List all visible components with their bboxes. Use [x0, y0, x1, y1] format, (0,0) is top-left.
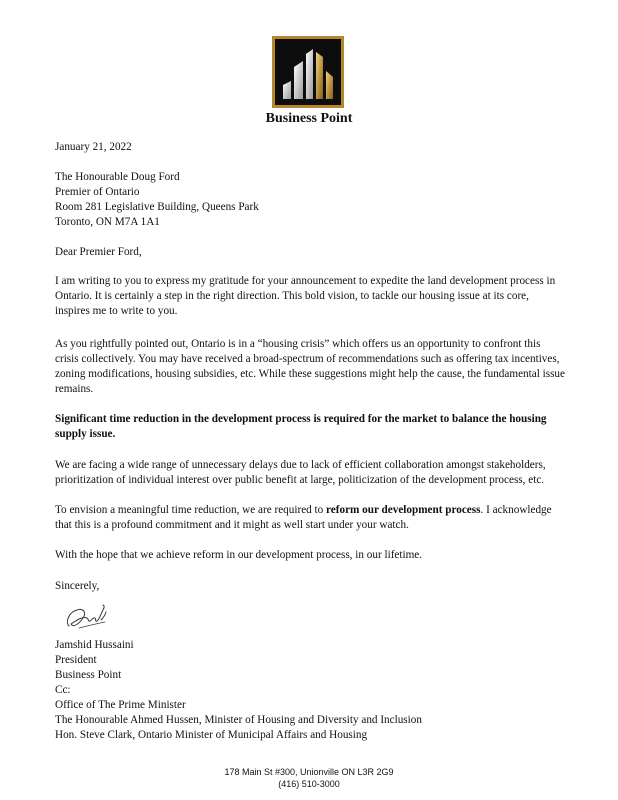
company-logo: [272, 36, 344, 108]
footer-phone: (416) 510-3000: [278, 779, 340, 789]
cc-recipient: Office of The Prime Minister: [55, 699, 186, 711]
sender-name: Jamshid Hussaini: [55, 639, 134, 651]
recipient-address: [55, 170, 565, 230]
closing: Sincerely,: [55, 580, 100, 592]
body-paragraph-2: As you rightfully pointed out, Ontario is in a “housing crisis” which offers us an opportunity to confront this crisis collectively. You may have received a broad-spectrum of recommendations such as offering tax incentives, zoning modifications, housing subsidies, etc. While these suggestions might help the cause, the fundamental issue remains.: [55, 338, 565, 395]
sender-title: President: [55, 654, 97, 666]
cc-recipient: The Honourable Ahmed Hussen, Minister of Housing and Diversity and Inclusion: [55, 714, 422, 726]
recipient-line: Room 281 Legislative Building, Queens Park: [55, 201, 259, 213]
footer-address: 178 Main St #300, Unionville ON L3R 2G9: [224, 767, 394, 777]
building-bars-icon: [275, 39, 341, 105]
letter-date: January 21, 2022: [55, 141, 132, 153]
cc-recipient: Hon. Steve Clark, Ontario Minister of Municipal Affairs and Housing: [55, 729, 368, 741]
signature-block: [55, 638, 565, 743]
salutation: Dear Premier Ford,: [55, 246, 142, 258]
recipient-line: The Honourable Doug Ford: [55, 171, 180, 183]
paragraph-5-text-end: . I acknowledge that this is a profound commitment and it might as well start under your watch.: [55, 504, 552, 531]
paragraph-5-text-start: To envision a meaningful time reduction, we are required to: [55, 504, 327, 516]
body-paragraph-1: I am writing to you to express my gratitude for your announcement to expedite the land development process in Ontario. It is certainly a step in the right direction. This bold vision, to tackle our housing issue at its core, inspires me to write to you.: [55, 275, 556, 317]
paragraph-5-emphasis: reform our development process: [326, 504, 481, 516]
sender-company: Business Point: [55, 669, 122, 681]
company-name: Business Point: [265, 111, 353, 126]
cc-label: Cc:: [55, 684, 71, 696]
body-paragraph-5: [55, 503, 565, 533]
body-paragraph-4: We are facing a wide range of unnecessary delays due to lack of efficient collaboration amongst stakeholders, prioritization of individual interest over public benefit at large, politicization of the development process, etc.: [55, 459, 546, 486]
handwritten-signature: [63, 598, 109, 632]
recipient-line: Toronto, ON M7A 1A1: [55, 216, 160, 228]
letter-footer: [0, 766, 618, 790]
body-paragraph-6: With the hope that we achieve reform in our development process, in our lifetime.: [55, 549, 423, 561]
recipient-line: Premier of Ontario: [55, 186, 140, 198]
key-statement-paragraph: Significant time reduction in the development process is required for the market to balance the housing supply issue.: [55, 413, 547, 440]
